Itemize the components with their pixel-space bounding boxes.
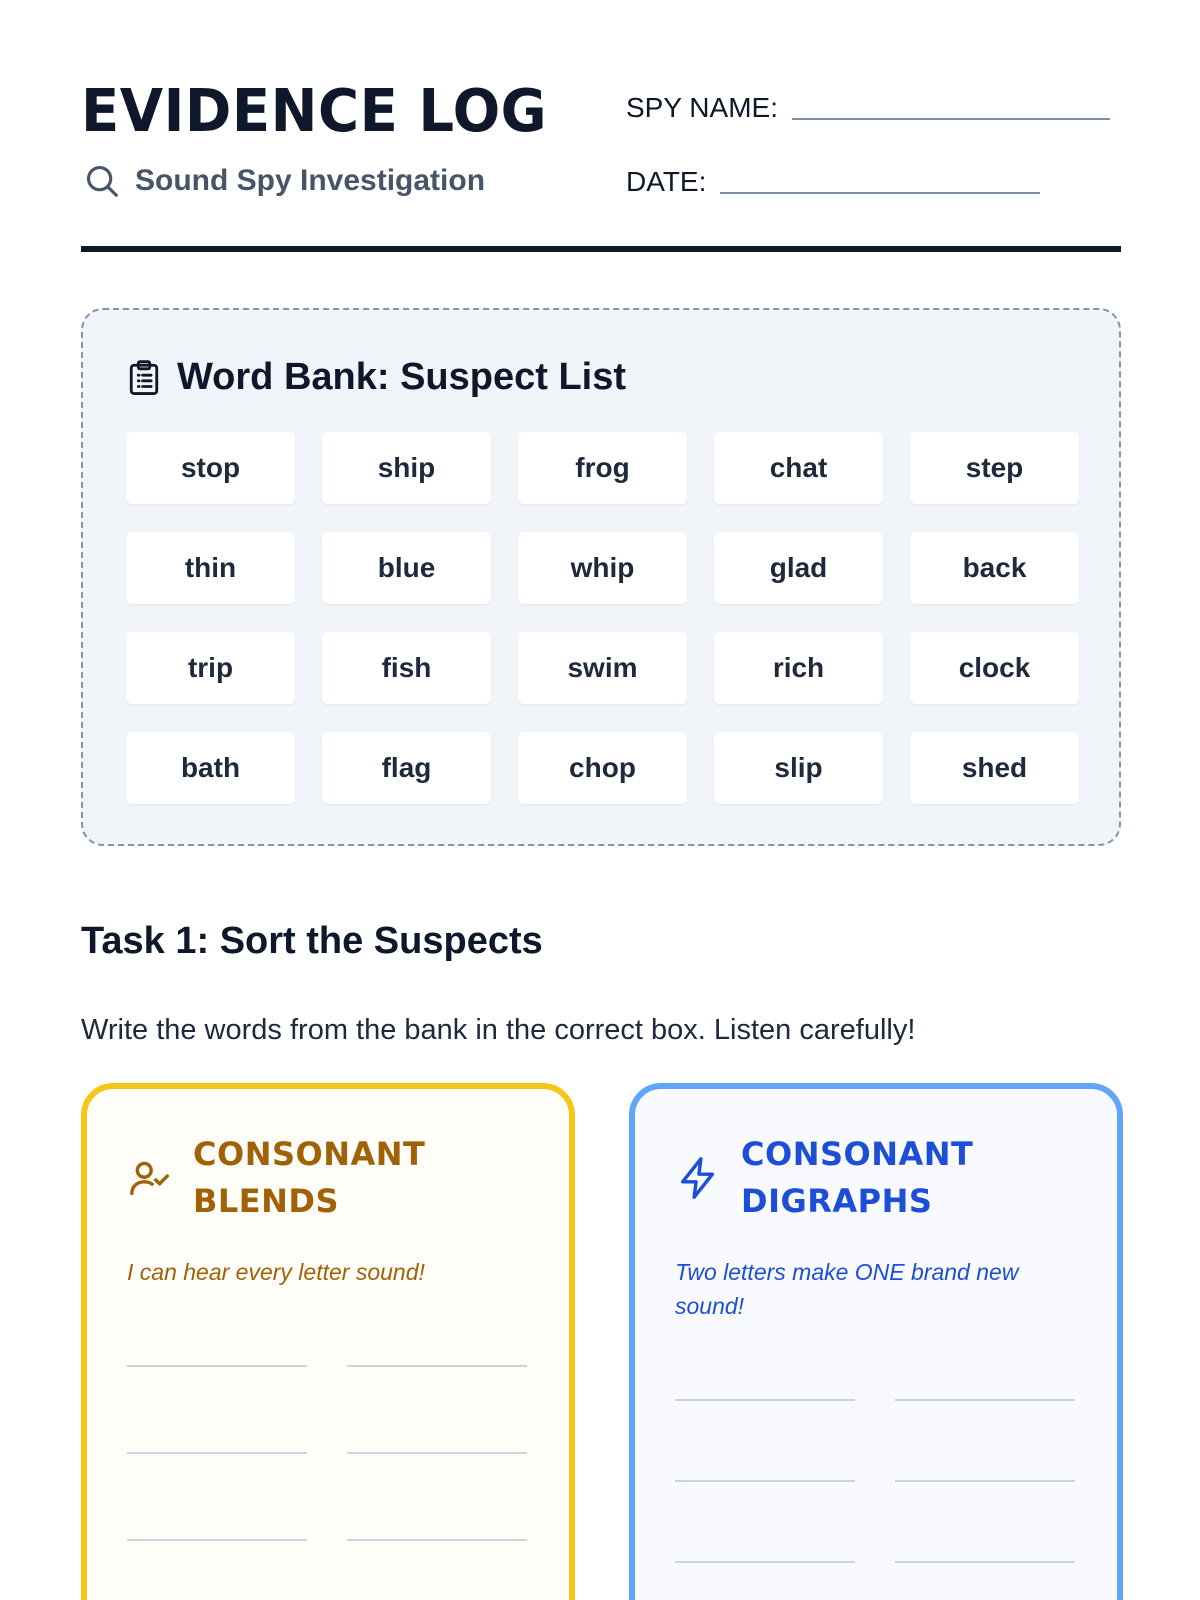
word-chip: flag (322, 732, 491, 804)
word-chip: slip (714, 732, 883, 804)
spy-name-label: SPY NAME: (626, 92, 778, 123)
write-line[interactable] (127, 1452, 307, 1454)
word-chip: back (910, 532, 1079, 604)
write-line[interactable] (347, 1365, 527, 1367)
word-chip: rich (714, 632, 883, 704)
date-field (626, 166, 1040, 198)
word-chip: trip (126, 632, 295, 704)
write-line[interactable] (675, 1480, 855, 1482)
subtitle-text: Sound Spy Investigation (135, 164, 486, 197)
word-chip: whip (518, 532, 687, 604)
word-chip: shed (910, 732, 1079, 804)
digraphs-write-lines (675, 1399, 1075, 1563)
header-divider (81, 246, 1121, 252)
search-icon (83, 162, 121, 200)
word-bank-heading (127, 356, 626, 399)
word-chip: swim (518, 632, 687, 704)
word-grid (126, 432, 1080, 804)
page-title: EVIDENCE LOG (81, 77, 548, 146)
write-line[interactable] (347, 1539, 527, 1541)
word-chip: chop (518, 732, 687, 804)
word-chip: blue (322, 532, 491, 604)
clipboard-icon (127, 359, 161, 397)
write-line[interactable] (675, 1561, 855, 1563)
write-line[interactable] (895, 1399, 1075, 1401)
word-chip: stop (126, 432, 295, 504)
word-chip: glad (714, 532, 883, 604)
word-bank-title: Word Bank: Suspect List (177, 356, 627, 398)
write-line[interactable] (347, 1452, 527, 1454)
task-instructions: Write the words from the bank in the correct box. Listen carefully! (81, 1014, 916, 1046)
digraphs-title: CONSONANT DIGRAPHS (741, 1135, 974, 1220)
write-line[interactable] (127, 1539, 307, 1541)
lightning-icon (675, 1155, 721, 1201)
spy-name-write-line[interactable] (792, 118, 1110, 120)
word-chip: thin (126, 532, 295, 604)
date-write-line[interactable] (720, 192, 1040, 194)
digraphs-card (629, 1083, 1123, 1600)
spy-name-field (626, 92, 1110, 124)
blends-title: CONSONANT BLENDS (193, 1135, 426, 1220)
word-chip: step (910, 432, 1079, 504)
blends-note: I can hear every letter sound! (127, 1259, 425, 1285)
write-line[interactable] (675, 1399, 855, 1401)
subtitle (83, 162, 485, 200)
word-chip: clock (910, 632, 1079, 704)
blends-write-lines (127, 1365, 527, 1541)
user-check-icon (127, 1155, 173, 1201)
blends-card-header (127, 1131, 433, 1225)
word-chip: bath (126, 732, 295, 804)
word-chip: chat (714, 432, 883, 504)
word-bank (81, 308, 1121, 846)
write-line[interactable] (127, 1365, 307, 1367)
write-line[interactable] (895, 1561, 1075, 1563)
date-label: DATE: (626, 166, 707, 197)
word-chip: fish (322, 632, 491, 704)
task-title: Task 1: Sort the Suspects (81, 920, 543, 962)
word-chip: frog (518, 432, 687, 504)
blends-card (81, 1083, 575, 1600)
write-line[interactable] (895, 1480, 1075, 1482)
digraphs-note: Two letters make ONE brand new sound! (675, 1259, 1019, 1319)
word-chip: ship (322, 432, 491, 504)
digraphs-card-header (675, 1131, 1001, 1225)
